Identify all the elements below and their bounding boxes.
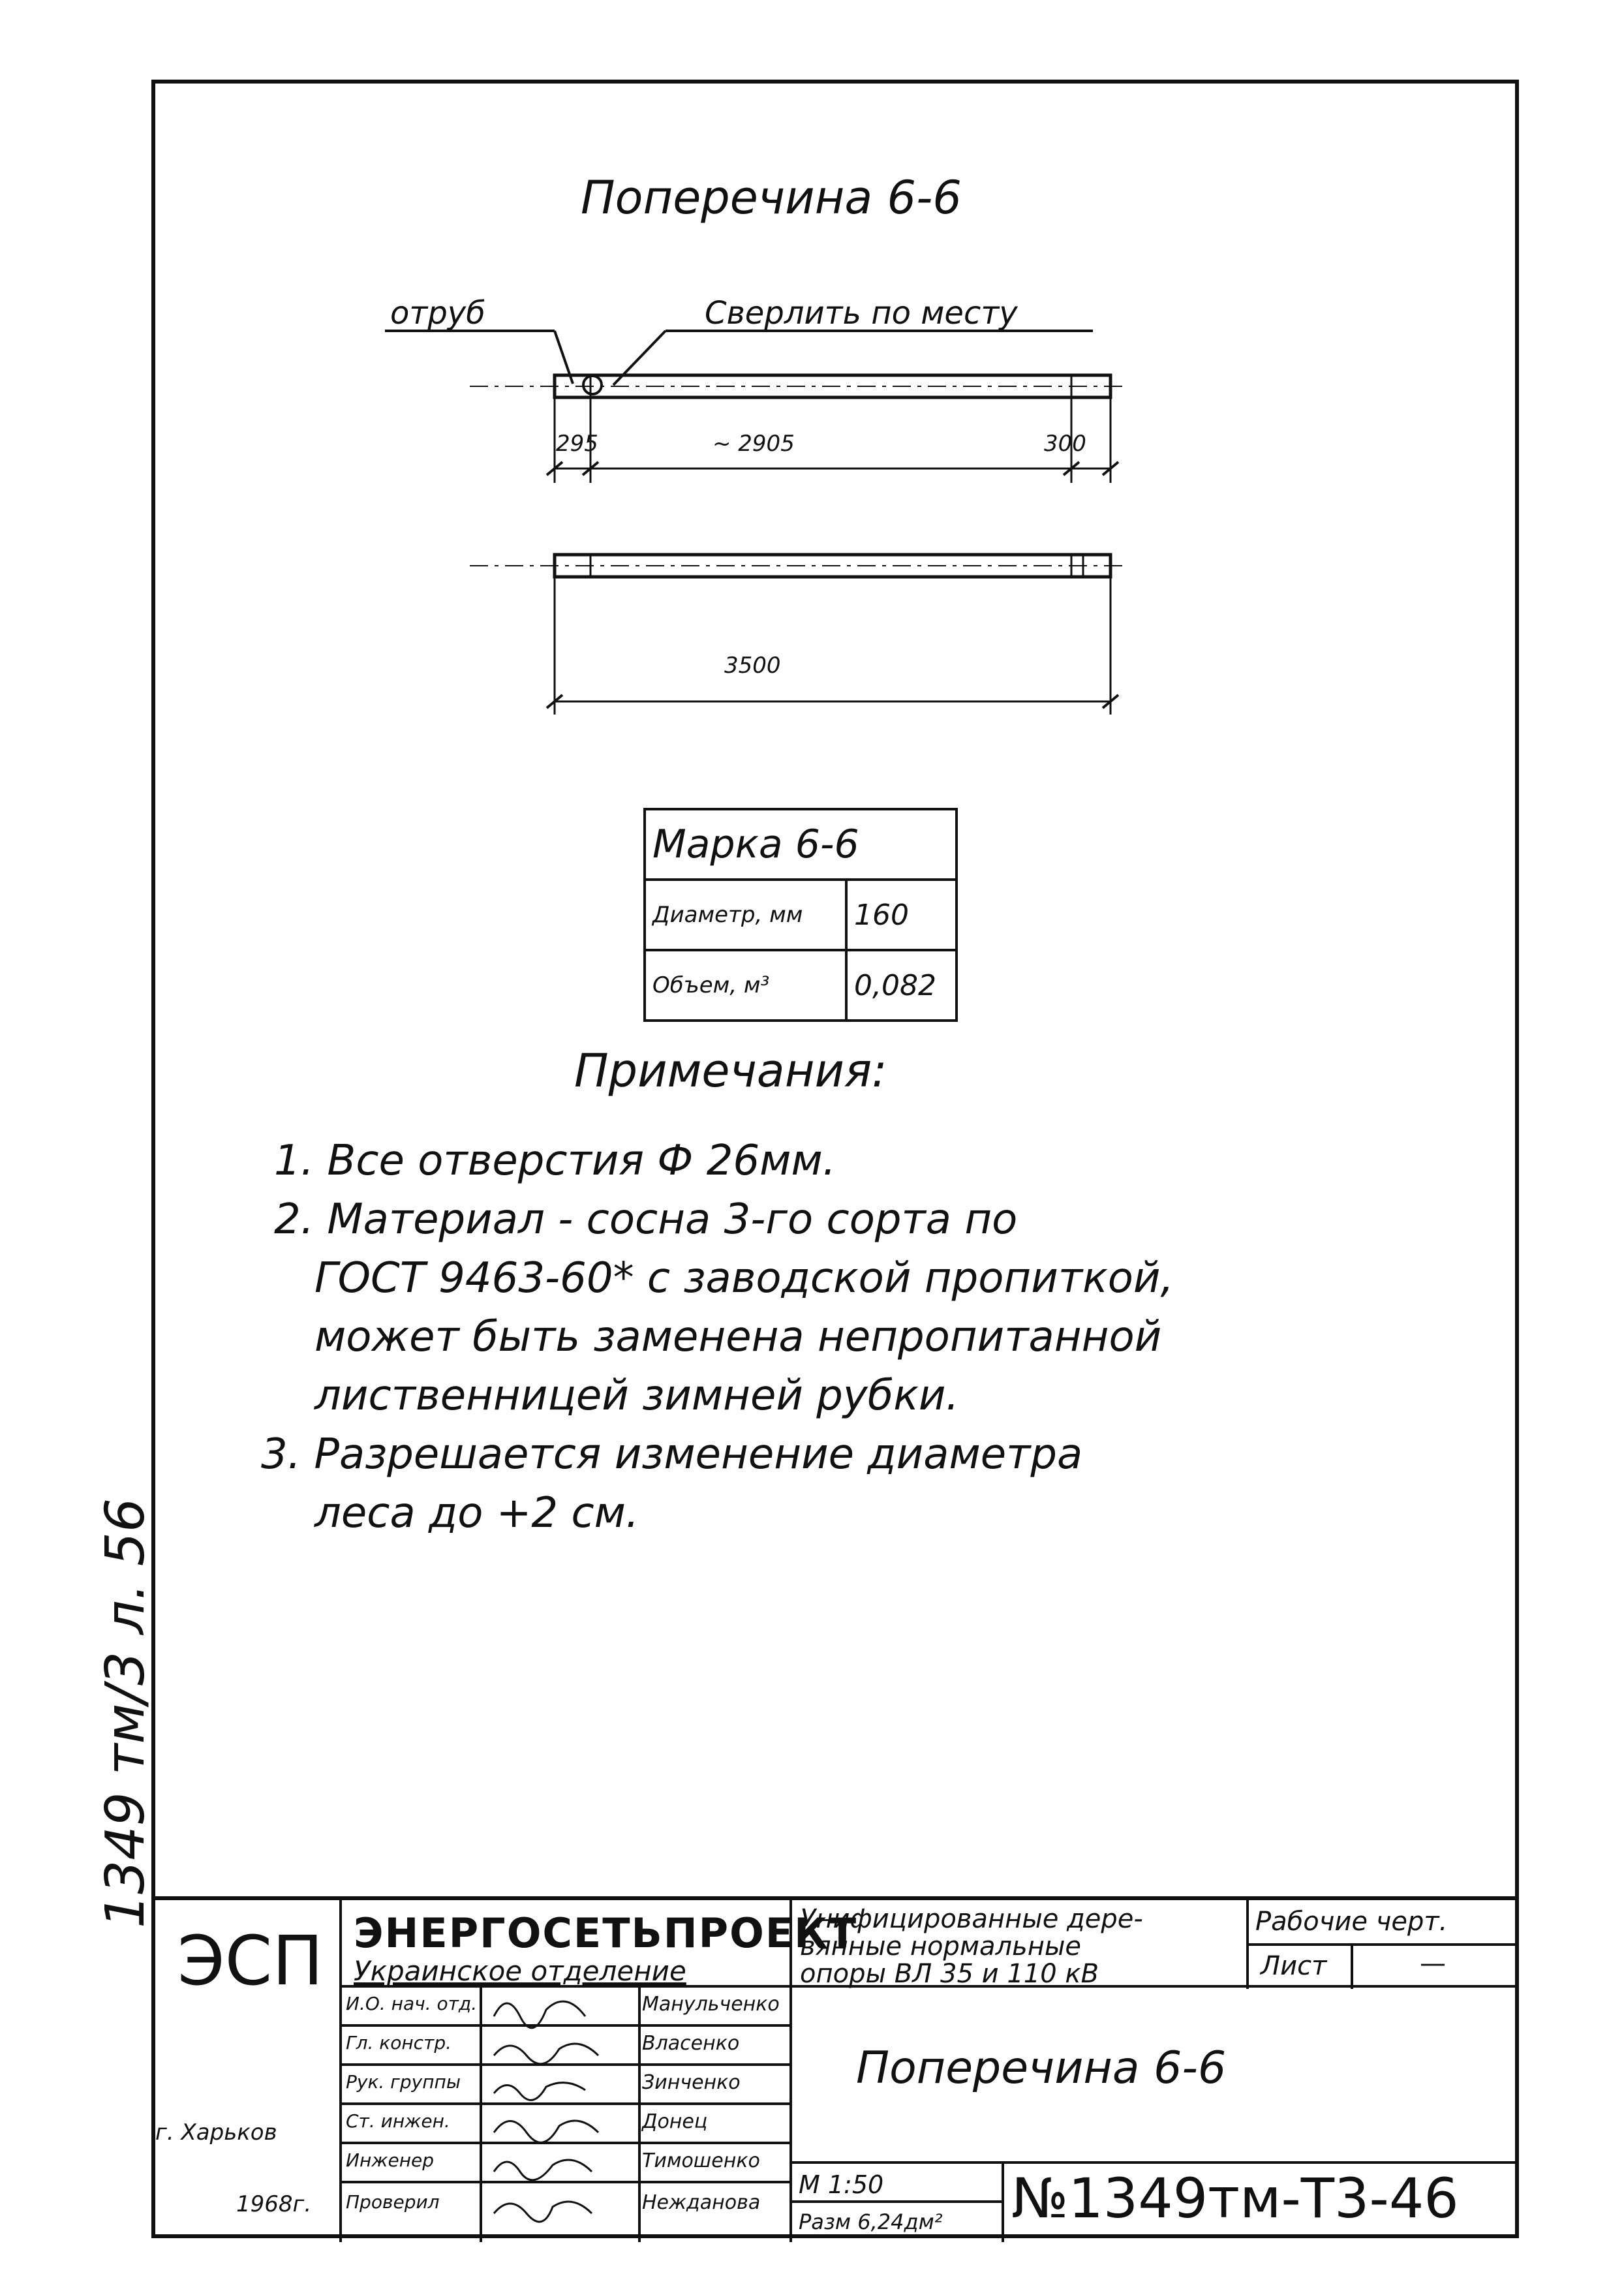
note-line: 2. Материал - сосна 3-го сорта по [274, 1195, 1018, 1244]
staff-role: Гл. констр. [346, 2032, 452, 2054]
note-line: ГОСТ 9463-60* с заводской пропиткой, [314, 1254, 1174, 1302]
staff-name: Зинченко [642, 2071, 741, 2094]
table-cell-value: 160 [846, 880, 957, 950]
stage-label: Рабочие черт. [1255, 1907, 1448, 1937]
mark-table-header: Марка 6-6 [645, 809, 957, 880]
org-name: ЭНЕРГОСЕТЬПРОЕКТ [354, 1909, 858, 1957]
dim-total: 3500 [724, 653, 781, 679]
project-line: вянные нормальные [800, 1931, 1082, 1962]
staff-role: Ст. инжен. [346, 2110, 450, 2132]
project-line: Унифицированные дере- [800, 1904, 1143, 1934]
org-abbr: ЭСП [177, 1921, 324, 2001]
staff-role: Проверил [346, 2191, 440, 2213]
staff-name: Нежданова [642, 2191, 761, 2214]
note-line: леса до +2 см. [314, 1489, 639, 1537]
margin-note: 1349 тм/3 л. 56 [95, 1498, 157, 1928]
staff-role: Инженер [346, 2149, 435, 2171]
project-line: опоры ВЛ 35 и 110 кВ [800, 1959, 1099, 1989]
page-title: Поперечина 6-6 [581, 171, 962, 224]
dim-middle: ~ 2905 [712, 431, 795, 457]
callout-left: отруб [390, 295, 485, 331]
callout-right: Сверлить по месту [705, 295, 1018, 331]
staff-role: Рук. группы [346, 2071, 461, 2093]
year: 1968г. [236, 2191, 312, 2217]
dim-right: 300 [1044, 431, 1086, 457]
note-line: может быть заменена непропитанной [314, 1313, 1162, 1361]
city: г. Харьков [155, 2119, 277, 2146]
scale: М 1:50 [799, 2170, 884, 2199]
notes-heading: Примечания: [574, 1044, 887, 1098]
size: Разм 6,24дм² [799, 2209, 943, 2234]
staff-name: Власенко [642, 2032, 740, 2055]
staff-role: И.О. нач. отд. [346, 1993, 478, 2014]
sheet-label: Лист [1261, 1951, 1327, 1981]
staff-name: Тимошенко [642, 2149, 760, 2172]
note-line: лиственницей зимней рубки. [314, 1372, 959, 1420]
note-line: 3. Разрешается изменение диаметра [261, 1430, 1083, 1479]
table-row [645, 950, 957, 1021]
sheet-value: — [1420, 1948, 1446, 1978]
drawing-title: Поперечина 6-6 [856, 2042, 1227, 2094]
note-line: 1. Все отверстия Ф 26мм. [274, 1137, 836, 1185]
table-row [645, 880, 957, 950]
drawing-number: №1349тм-Т3-46 [1011, 2166, 1459, 2230]
staff-name: Манульченко [642, 1993, 780, 2016]
org-branch: Украинское отделение [354, 1955, 686, 1987]
table-cell-value: 0,082 [846, 950, 957, 1021]
dim-left: 295 [556, 431, 598, 457]
table-cell-label: Объем, м³ [645, 950, 846, 1021]
title-block [151, 1896, 1519, 2238]
table-cell-label: Диаметр, мм [645, 880, 846, 950]
mark-table [643, 808, 958, 1022]
staff-name: Донец [642, 2110, 708, 2133]
